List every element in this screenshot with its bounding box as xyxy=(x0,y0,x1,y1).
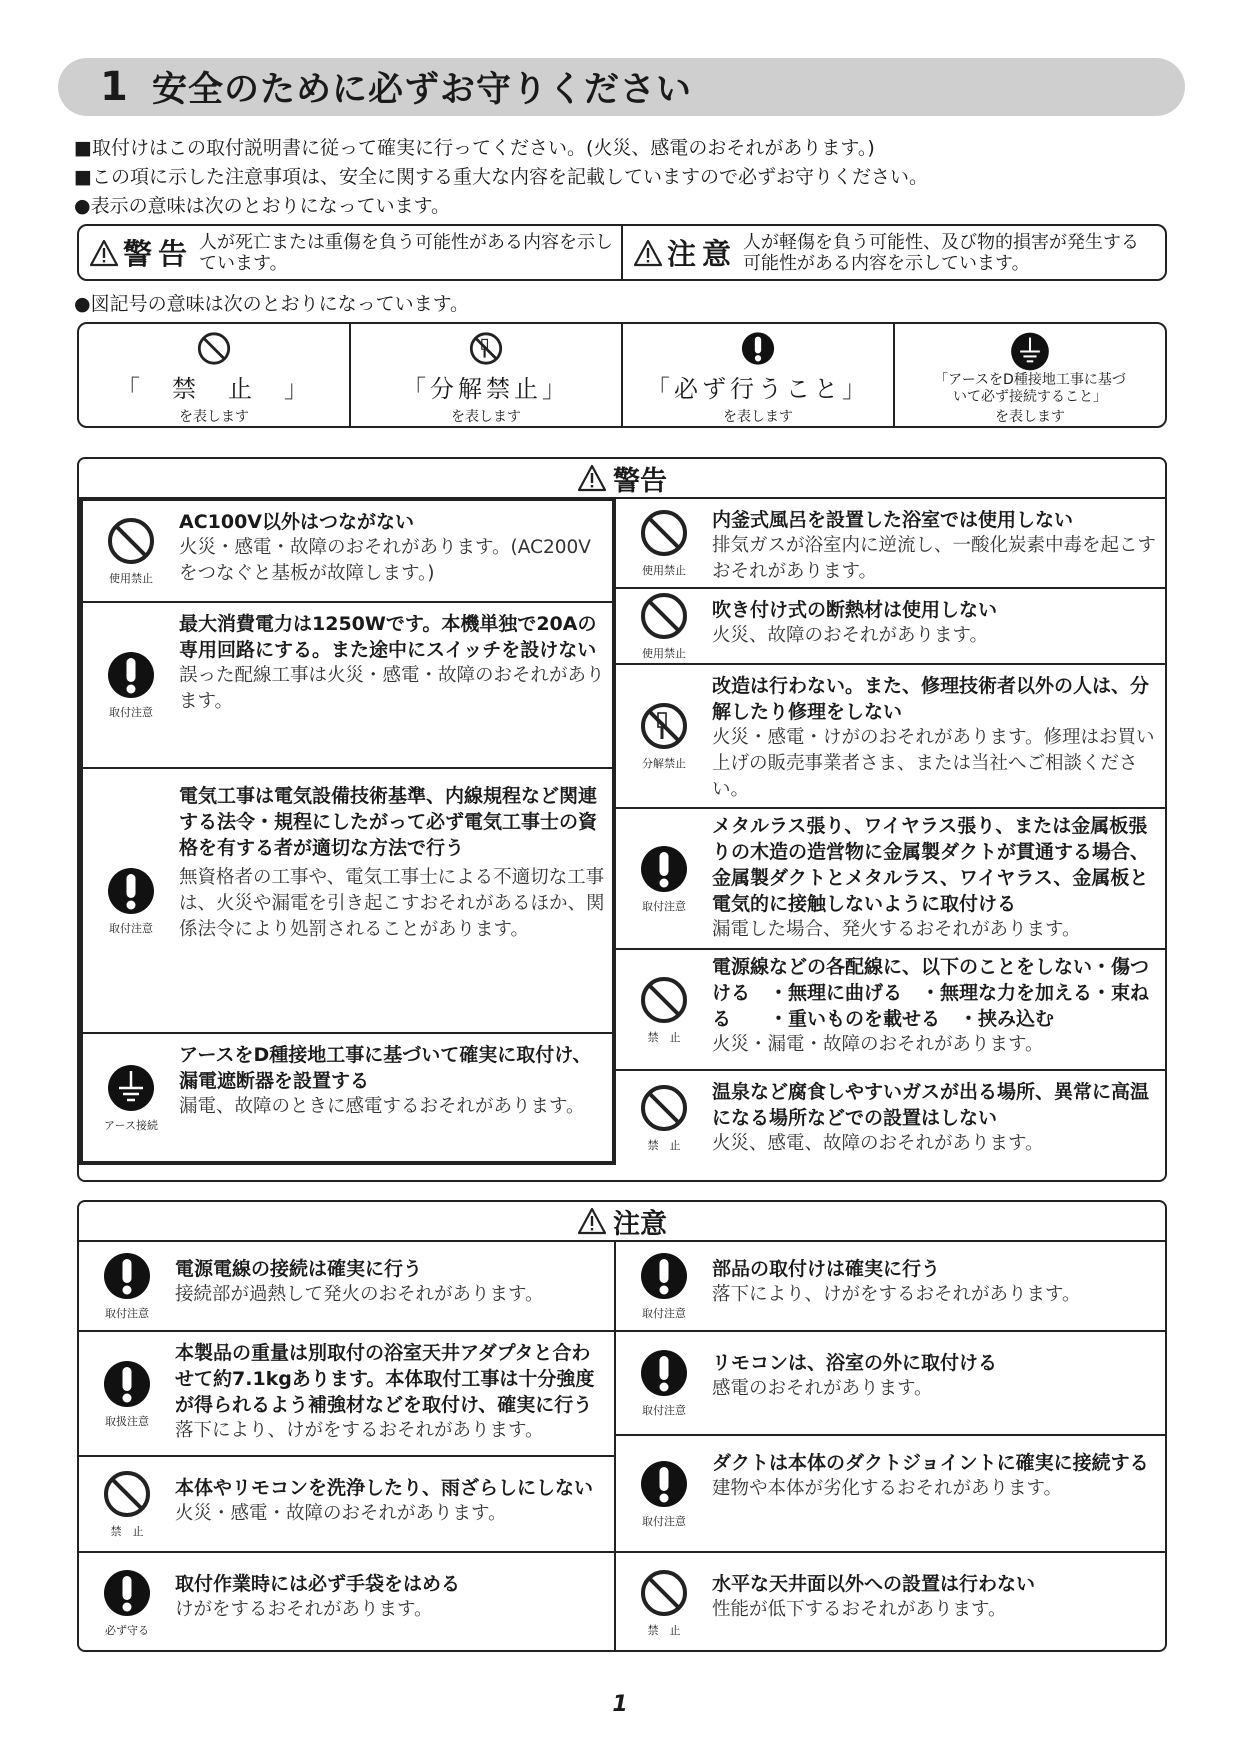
item-heading: 電源線などの各配線に、以下のことをしない・傷つける ・無理に曲げる ・無理な力を加える・束ねる ・重いものを載せる ・挟み込む xyxy=(712,956,1150,1030)
item-heading: 電気工事は電気設備技術基準、内線規程など関連する法令・規程にしたがって必ず電気工事士の資格を有する者が適切な方法で行う xyxy=(179,785,598,859)
warning-left-column xyxy=(79,499,616,1165)
item-note: 性能が低下するおそれがあります。 xyxy=(712,1599,1007,1620)
mandatory-icon xyxy=(102,1251,152,1301)
item-heading: メタルラス張り、ワイヤラス張り、または金属板張りの木造の造営物に金属製ダクトが貫通する場合、金属製ダクトとメタルラス、ワイヤラス、金属板と電気的に接触しないように取付ける xyxy=(712,815,1150,915)
icon-label: 取付注意 xyxy=(109,921,153,935)
section-header xyxy=(58,58,1185,116)
warning-item xyxy=(616,665,1165,809)
mandatory-icon xyxy=(639,1251,689,1301)
prohibition-icon xyxy=(639,975,689,1025)
icon-label: 禁 止 xyxy=(647,1030,681,1044)
item-note: 排気ガスが浴室内に逆流し、一酸化炭素中毒を起こすおそれがあります。 xyxy=(712,535,1157,582)
warning-item xyxy=(83,501,612,603)
caution-title-text: 注意 xyxy=(613,1208,667,1240)
item-heading: 改造は行わない。また、修理技術者以外の人は、分解したり修理をしない xyxy=(712,675,1150,723)
item-heading: ダクトは本体のダクトジョイントに確実に接続する xyxy=(712,1452,1149,1474)
warning-item xyxy=(616,809,1165,950)
ground-icon xyxy=(106,1063,156,1113)
legend-symbol-sub: を表します xyxy=(451,409,521,425)
caution-box-title xyxy=(79,1202,1165,1242)
warning-item xyxy=(83,769,612,1034)
icon-label: 取付注意 xyxy=(109,706,153,719)
mandatory-icon xyxy=(734,331,782,366)
caution-box xyxy=(77,1200,1167,1652)
item-heading: 温泉など腐食しやすいガスが出る場所、異常に高温になる場所などでの設置はしない xyxy=(712,1081,1150,1129)
item-note: 火災・漏電・故障のおそれがあります。 xyxy=(712,1034,1044,1055)
item-note: 誤った配線工事は火災・感電・故障のおそれがあります。 xyxy=(179,665,605,712)
item-note: 火災・感電・故障のおそれがあります。(AC200Vをつなぐと基板が故障します。) xyxy=(179,537,591,584)
icon-label: 使用禁止 xyxy=(642,647,686,660)
warning-triangle-icon xyxy=(89,238,119,268)
icon-label: 使用禁止 xyxy=(642,564,686,577)
ground-icon xyxy=(1006,331,1054,372)
mandatory-icon xyxy=(639,1459,689,1509)
intro-line-3: ●表示の意味は次のとおりになっています。 xyxy=(74,195,451,217)
legend-no-disassembly xyxy=(349,324,621,426)
icon-label: 使用禁止 xyxy=(109,572,153,585)
warning-box xyxy=(77,457,1167,1182)
legend-mandatory xyxy=(621,324,893,426)
signal-word-legend xyxy=(77,224,1167,281)
item-heading: 電源電線の接続は確実に行う xyxy=(175,1258,423,1280)
legend-symbol-sub: を表します xyxy=(723,409,793,425)
item-note: 火災・感電・故障のおそれがあります。 xyxy=(175,1503,507,1524)
legend-prohibition xyxy=(79,324,349,426)
warning-item xyxy=(616,950,1165,1071)
caution-item xyxy=(616,1242,1165,1332)
legend-symbol-name: 「必ず行うこと」 xyxy=(646,375,870,403)
caution-item xyxy=(616,1553,1165,1652)
icon-label: 取付注意 xyxy=(642,899,686,913)
mandatory-icon xyxy=(639,844,689,894)
icon-label: 分解禁止 xyxy=(642,757,686,770)
legend-symbol-sub: を表します xyxy=(179,409,249,425)
mandatory-icon xyxy=(106,866,156,916)
icon-label: 取付注意 xyxy=(105,1307,149,1320)
item-note: 漏電した場合、発火するおそれがあります。 xyxy=(712,919,1081,940)
item-heading: AC100V以外はつながない xyxy=(179,511,415,533)
icon-label: 取付注意 xyxy=(642,1514,686,1528)
item-heading: 水平な天井面以外への設置は行わない xyxy=(712,1573,1036,1595)
prohibition-icon xyxy=(639,508,689,558)
warning-item xyxy=(83,1034,612,1161)
caution-left-column xyxy=(79,1242,616,1652)
legend-symbol-name: 「分解禁止」 xyxy=(402,375,570,403)
prohibition-icon xyxy=(639,1083,689,1133)
mandatory-icon xyxy=(639,1348,689,1398)
prohibition-icon xyxy=(102,1469,152,1519)
warning-box-title xyxy=(79,459,1165,499)
caution-item xyxy=(616,1332,1165,1436)
item-note: 落下により、けがをするおそれがあります。 xyxy=(175,1420,544,1441)
prohibition-icon xyxy=(106,516,156,566)
item-heading: アースをD種接地工事に基づいて確実に取付け、漏電遮断器を設置する xyxy=(179,1044,592,1092)
caution-item xyxy=(79,1457,614,1553)
mandatory-icon xyxy=(106,650,156,700)
icon-label: 禁 止 xyxy=(647,1139,681,1152)
warning-triangle-icon xyxy=(577,464,607,492)
caution-item xyxy=(79,1242,614,1332)
warning-triangle-icon xyxy=(633,238,663,268)
legend-caution xyxy=(621,226,1165,279)
legend-symbol-sub: を表します xyxy=(995,409,1065,425)
warning-triangle-icon xyxy=(577,1207,607,1235)
item-heading: 本製品の重量は別取付の浴室天井アダプタと合わせて約7.1kgあります。本体取付工事は十分強度が得られるよう補強材などを取付け、確実に行う xyxy=(175,1342,595,1416)
no-disassembly-icon xyxy=(462,331,510,366)
page-number: 1 xyxy=(612,1692,628,1717)
item-note: 落下により、けがをするおそれがあります。 xyxy=(712,1284,1081,1305)
warning-item xyxy=(616,1071,1165,1165)
caution-item xyxy=(616,1436,1165,1553)
mandatory-icon xyxy=(102,1568,152,1618)
prohibition-icon xyxy=(639,1568,689,1618)
no-disassembly-icon xyxy=(639,701,689,751)
warning-item xyxy=(616,589,1165,665)
legend-warning xyxy=(79,226,621,279)
warning-title-text: 警告 xyxy=(613,465,667,497)
item-note: 感電のおそれがあります。 xyxy=(712,1378,933,1399)
intro-line-1: ■取付けはこの取付説明書に従って確実に行ってください。(火災、感電のおそれがあります。) xyxy=(74,137,875,159)
item-note: けがをするおそれがあります。 xyxy=(175,1599,433,1620)
icon-label: 取付注意 xyxy=(642,1404,686,1417)
warning-item xyxy=(616,499,1165,589)
item-heading: リモコンは、浴室の外に取付ける xyxy=(712,1352,998,1374)
item-note: 建物や本体が劣化するおそれがあります。 xyxy=(712,1478,1063,1499)
legend-symbol-name: 「アースをD種接地工事に基づいて必ず接続すること」 xyxy=(934,372,1126,405)
section-title: 安全のために必ずお守りください xyxy=(152,70,693,110)
item-note: 火災、感電、故障のおそれがあります。 xyxy=(712,1133,1044,1154)
item-note: 火災・感電・けがのおそれがあります。修理はお買い上げの販売事業者さま、または当社へご相談ください。 xyxy=(712,727,1155,800)
icon-label: 必ず守る xyxy=(105,1623,149,1637)
caution-item xyxy=(79,1332,614,1457)
item-heading: 吹き付け式の断熱材は使用しない xyxy=(712,599,998,621)
icon-label: 禁 止 xyxy=(647,1623,681,1637)
icon-label: アース接続 xyxy=(103,1118,159,1132)
mandatory-icon xyxy=(102,1359,152,1409)
symbol-legend xyxy=(77,322,1167,428)
item-note: 漏電、故障のときに感電するおそれがあります。 xyxy=(179,1096,585,1117)
icon-label: 禁 止 xyxy=(110,1525,144,1538)
caution-right-column xyxy=(616,1242,1165,1652)
item-note: 接続部が過熱して発火のおそれがあります。 xyxy=(175,1284,544,1305)
icon-label: 取付注意 xyxy=(642,1307,686,1320)
caution-item xyxy=(79,1553,614,1652)
intro-line-4: ●図記号の意味は次のとおりになっています。 xyxy=(74,293,470,315)
warning-item xyxy=(83,603,612,769)
item-heading: 本体やリモコンを洗浄したり、雨ざらしにしない xyxy=(175,1477,594,1499)
legend-caution-label: 注意 xyxy=(667,237,738,271)
legend-warning-desc: 人が死亡または重傷を負う可能性がある内容を示しています。 xyxy=(199,231,614,274)
prohibition-icon xyxy=(190,331,238,366)
warning-right-column xyxy=(616,499,1165,1165)
prohibition-icon xyxy=(639,591,689,641)
legend-ground xyxy=(893,324,1165,426)
item-heading: 最大消費電力は1250Wです。本機単独で20Aの専用回路にする。また途中にスイッチを設けない xyxy=(179,613,597,661)
section-number: 1 xyxy=(100,64,128,110)
icon-label: 取扱注意 xyxy=(105,1414,149,1428)
legend-caution-desc: 人が軽傷を負う可能性、及び物的損害が発生する可能性がある内容を示しています。 xyxy=(743,231,1140,274)
item-note: 火災、故障のおそれがあります。 xyxy=(712,625,989,646)
item-heading: 部品の取付けは確実に行う xyxy=(712,1258,941,1280)
item-note: 無資格者の工事や、電気工事士による不適切な工事は、火災や漏電を引き起こすおそれがあるほか、関係法令により処罰されることがあります。 xyxy=(179,867,605,940)
intro-line-2: ■この項に示した注意事項は、安全に関する重大な内容を記載していますので必ずお守りください。 xyxy=(74,166,928,188)
legend-warning-label: 警告 xyxy=(123,237,194,271)
item-heading: 内釜式風呂を設置した浴室では使用しない xyxy=(712,509,1074,531)
legend-symbol-name: 「 禁 止 」 xyxy=(116,375,312,403)
item-heading: 取付作業時には必ず手袋をはめる xyxy=(175,1573,461,1595)
